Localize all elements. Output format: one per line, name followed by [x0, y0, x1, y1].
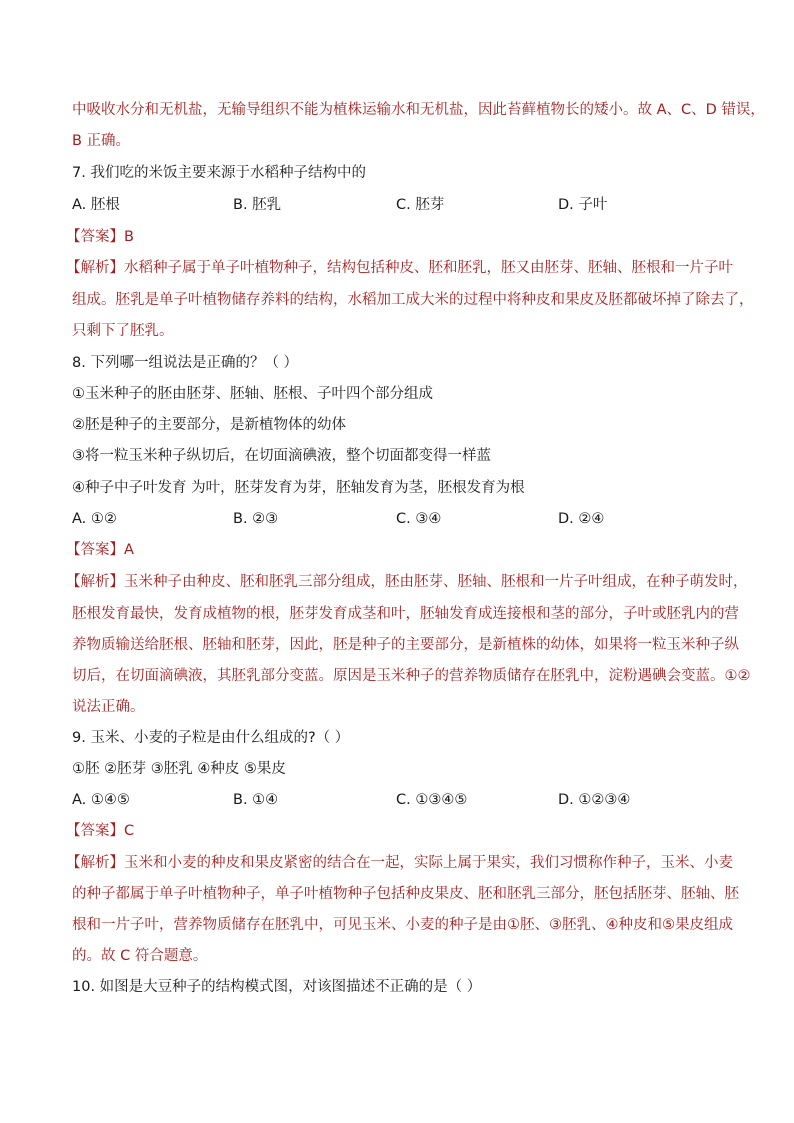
q7-option-d: D. 子叶 — [558, 197, 608, 213]
q7-explanation-text-1: 水稻种子属于单子叶植物种子，结构包括种皮、胚和胚乳，胚又由胚芽、胚轴、胚根和一片子叶 — [124, 260, 733, 276]
q8-option-c: C. ③④ — [396, 511, 442, 527]
q9-explanation-line-2: 的种子都属于单子叶植物种子，单子叶植物种子包括种皮果皮、胚和胚乳三部分，胚包括胚芽、胚轴、胚 — [72, 886, 739, 902]
q7-explanation-line-1 — [66, 258, 733, 278]
q9-items: ①胚 ②胚芽 ③胚乳 ④种皮 ⑤果皮 — [72, 761, 286, 777]
prev-explanation-line-2: B 正确。 — [72, 133, 131, 149]
prev-explanation-line-1: 中吸收水分和无机盐，无输导组织不能为植株运输水和无机盐，因此苔藓植物长的矮小。故 A、C、D 错误， — [72, 102, 765, 118]
answer-tag: 【答案】 — [66, 542, 124, 558]
q7-stem: 7. 我们吃的米饭主要来源于水稻种子结构中的 — [72, 165, 366, 181]
q9-option-d: D. ①②③④ — [558, 792, 631, 808]
q8-answer-value: A — [124, 542, 134, 558]
explanation-tag: 【解析】 — [66, 855, 124, 871]
q9-option-a: A. ①④⑤ — [72, 792, 130, 808]
q9-explanation-line-1 — [66, 853, 733, 873]
q7-option-a: A. 胚根 — [72, 197, 120, 213]
q8-stem: 8. 下列哪一组说法是正确的？（ ） — [72, 355, 299, 371]
q7-answer — [66, 227, 716, 247]
q8-item-2: ②胚是种子的主要部分，是新植物体的幼体 — [72, 417, 346, 433]
q7-option-b: B. 胚乳 — [233, 197, 282, 213]
q9-explanation-line-3: 根和一片子叶，营养物质储存在胚乳中，可见玉米、小麦的种子是由①胚、③胚乳、④种皮和⑤果皮组成 — [72, 917, 733, 933]
q7-option-c: C. 胚芽 — [396, 197, 445, 213]
q9-explanation-line-4: 的。故 C 符合题意。 — [72, 948, 208, 964]
q8-explanation-text-1: 玉米种子由种皮、胚和胚乳三部分组成，胚由胚芽、胚轴、胚根和一片子叶组成，在种子萌发时， — [124, 574, 748, 590]
q7-answer-value: B — [124, 229, 134, 245]
q8-explanation-line-1 — [66, 572, 748, 592]
q8-option-d: D. ②④ — [558, 511, 605, 527]
q9-option-b: B. ①④ — [233, 792, 279, 808]
q9-explanation-text-1: 玉米和小麦的种皮和果皮紧密的结合在一起，实际上属于果实，我们习惯称作种子，玉米、小麦 — [124, 855, 733, 871]
q8-explanation-line-4: 切后，在切面滴碘液，其胚乳部分变蓝。原因是玉米种子的营养物质储存在胚乳中，淀粉遇碘会变蓝。①② — [72, 668, 751, 684]
answer-tag: 【答案】 — [66, 229, 124, 245]
explanation-tag: 【解析】 — [66, 260, 124, 276]
q8-options — [72, 509, 722, 529]
q8-item-1: ①玉米种子的胚由胚芽、胚轴、胚根、子叶四个部分组成 — [72, 386, 433, 402]
q7-explanation-line-3: 只剩下了胚乳。 — [72, 323, 174, 339]
q8-explanation-line-2: 胚根发育最快，发育成植物的根，胚芽发育成茎和叶，胚轴发育成连接根和茎的部分，子叶或胚乳内的营 — [72, 606, 739, 622]
q9-stem: 9. 玉米、小麦的子粒是由什么组成的?（ ） — [72, 730, 350, 746]
q8-option-a: A. ①② — [72, 511, 117, 527]
q7-explanation-line-2: 组成。胚乳是单子叶植物储存养料的结构，水稻加工成大米的过程中将种皮和果皮及胚都破坏掉了除去了， — [72, 292, 754, 308]
explanation-tag: 【解析】 — [66, 574, 124, 590]
q9-option-c: C. ①③④⑤ — [396, 792, 468, 808]
q8-item-3: ③将一粒玉米种子纵切后，在切面滴碘液，整个切面都变得一样蓝 — [72, 448, 491, 464]
q8-answer — [66, 540, 716, 560]
q10-stem: 10. 如图是大豆种子的结构模式图，对该图描述不正确的是（ ） — [72, 979, 482, 995]
q8-option-b: B. ②③ — [233, 511, 279, 527]
q8-explanation-line-5: 说法正确。 — [72, 699, 145, 715]
q8-item-4: ④种子中子叶发育 为叶，胚芽发育为芽，胚轴发育为茎，胚根发育为根 — [72, 480, 525, 496]
q7-options — [72, 195, 722, 215]
q9-answer — [66, 821, 716, 841]
q8-explanation-line-3: 养物质输送给胚根、胚轴和胚芽，因此，胚是种子的主要部分，是新植株的幼体，如果将一粒玉米种子纵 — [72, 637, 739, 653]
q9-answer-value: C — [124, 823, 135, 839]
answer-tag: 【答案】 — [66, 823, 124, 839]
q9-options — [72, 790, 722, 810]
